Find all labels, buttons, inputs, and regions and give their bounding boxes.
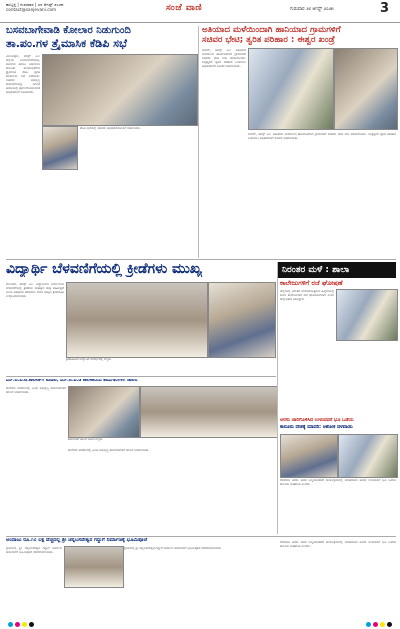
- column-divider: [198, 26, 199, 258]
- story7-headline: ಅಂದಾಜು ರೂ.೧೦ ಲಕ್ಷ ವೆಚ್ಚದಲ್ಲಿ ಶ್ರೀ ಚನ್ನಬಸವೇಶ್ವರ ಗದ್ದುಗೆ ನಿರ್ಮಾಣಕ್ಕೆ ಭೂಮಿಪೂಜೆ: [6, 538, 148, 543]
- story2-body-cont: ಬೀದರ್, ಆಗಸ್ಟ್ ೨೭: ಅತಿಯಾದ ಮಳೆಯಿಂದ ಹಾನಿಗೊಳಗಾದ ಗ್ರಾಮಗಳಿಗೆ ಸಚಿವರು ಭೇಟಿ ನೀಡಿ ಪರಿಶೀಲಿಸಿದರು. ಸಂತ್ರಸ್ತರಿಗೆ ತ್ವರಿತ ಪರಿಹಾರ ಒದಗಿಸಲು ಅಧಿಕಾರಿಗಳಿಗೆ ಸೂಚನೆ ನೀಡಲಾಯಿತು.: [248, 132, 396, 140]
- story1-photo: [42, 54, 198, 126]
- story5-photo-1: [68, 386, 140, 438]
- section-rule-3: [6, 536, 396, 537]
- story2-body: ಬೀದರ್, ಆಗಸ್ಟ್ ೨೭: ಅತಿಯಾದ ಮಳೆಯಿಂದ ಹಾನಿಗೊಳಗಾದ ಗ್ರಾಮಗಳಿಗೆ ಸಚಿವರು ಭೇಟಿ ನೀಡಿ ಪರಿಶೀಲಿಸಿದರು. ಸಂತ್ರಸ್ತರಿಗೆ ತ್ವರಿತ ಪರಿಹಾರ ಒದಗಿಸಲು ಅಧಿಕಾರಿಗಳಿಗೆ ಸೂಚನೆ ನೀಡಲಾಯಿತು.: [202, 48, 246, 68]
- header-date: ಗುರುವಾರ ೨೮ ಆಗಸ್ಟ್ ೨೦೨೫: [290, 7, 334, 12]
- magenta-dot-right: [373, 622, 378, 627]
- story5-body: ಕಾಲೇಜಿನ ಆವರಣದಲ್ಲಿ ವಿವಿಧ ಅಭಿವೃದ್ಧಿ ಕಾಮಗಾರಿಗಳಿಗೆ ಚಾಲನೆ ನೀಡಲಾಯಿತು.: [6, 386, 66, 394]
- yellow-dot: [22, 622, 27, 627]
- header-left-info: ಹುಬ್ಬಳ್ಳಿ | ಗುರುವಾರ | ೨೮ ಆಗಸ್ಟ್ ೨೦೨೫ contact@sanjevani.com: [6, 2, 64, 12]
- masthead-logo: ಸಂಜೆ ವಾಣಿ: [166, 3, 203, 13]
- story1-body: ವಿಜಯಪುರ, ಆಗಸ್ಟ್ ೨೭: ಜಿಲ್ಲೆಯ ಬಸವನಬಾಗೇವಾಡಿ, ಕೋಲಾರ ಹಾಗೂ ನಿಡುಗುಂದಿ ತಾಲೂಕು ಪಂಚಾಯತ್‌ಗಳ ತ್ರೈಮಾಸಿಕ ಕೆಡಿಪಿ ಪ್ರಗತಿ ಪರಿಶೀಲನಾ ಸಭೆ ನಡೆಯಿತು. ಸಚಿವರು ಅಭಿವೃದ್ಧಿ ಕಾಮಗಾರಿಗಳನ್ನು ನಿಗದಿತ ಅವಧಿಯಲ್ಲಿ ಪೂರ್ಣಗೊಳಿಸುವಂತೆ ಅಧಿಕಾರಿಗಳಿಗೆ ಸೂಚಿಸಿದರು.: [6, 54, 40, 94]
- story6-photo-1: [280, 434, 338, 478]
- story5-photo-2: [140, 386, 278, 438]
- story4-banner: ನಿರಂತರ ಮಳೆ : ಶಾಲಾ: [278, 262, 396, 278]
- story1-body-cont: ಕೆಡಿಪಿ ಸಭೆಯಲ್ಲಿ ಸಚಿವರು ಅಧಿಕಾರಿಗಳೊಂದಿಗೆ ಚರ್ಚಿಸಿದರು.: [80, 126, 141, 130]
- story7-body: ಗ್ರಾಮದಲ್ಲಿ ಶ್ರೀ ಚನ್ನಬಸವೇಶ್ವರ ಗದ್ದುಗೆ ನಿರ್ಮಾಣ ಕಾಮಗಾರಿಗೆ ಭೂಮಿಪೂಜೆ ನೆರವೇರಿಸಲಾಯಿತು.: [6, 546, 62, 554]
- page-number: 3: [380, 1, 390, 16]
- column-divider-2: [277, 262, 278, 534]
- story7-body-cont: ಗ್ರಾಮದಲ್ಲಿ ಶ್ರೀ ಚನ್ನಬಸವೇಶ್ವರ ಗದ್ದುಗೆ ನಿರ್ಮಾಣ ಕಾಮಗಾರಿಗೆ ಭೂಮಿಪೂಜೆ ನೆರವೇರಿಸಲಾಯಿತು.: [124, 546, 222, 550]
- story3-caption: ಕ್ರೀಡಾಕೂಟದ ಉದ್ಘಾಟನೆ ಸಂದರ್ಭದಲ್ಲಿ ಗಣ್ಯರು.: [66, 358, 112, 361]
- story3-photo-1: [66, 282, 208, 358]
- story1-photo-small: [42, 126, 78, 170]
- black-dot-right: [387, 622, 392, 627]
- yellow-dot-right: [380, 622, 385, 627]
- story4-portrait: [336, 289, 398, 341]
- print-registration-bar: [0, 620, 400, 629]
- story2-photo-1: [248, 48, 334, 130]
- story1-headline-line1: ಬಸವಬಾಗೇವಾಡಿ ಕೋಲಾರ ನಿಡುಗುಂದಿ: [6, 26, 131, 36]
- cyan-dot: [8, 622, 13, 627]
- black-dot: [29, 622, 34, 627]
- magenta-dot: [15, 622, 20, 627]
- story7-photo: [64, 546, 124, 588]
- section-rule: [6, 259, 396, 260]
- story6-body: ದೇವರಾಜ ಅರಸು ಅವರ ಜನ್ಮದಿನಾಚರಣೆ ಕಾರ್ಯಕ್ರಮದಲ್ಲಿ ಮಾತನಾಡಿದ ಅವರು ಉಳುವವನೆ ಭೂ ಒಡೆಯ ಕಾನೂನು ಐತಿಹಾಸಿಕ ಎಂದರು.: [280, 478, 396, 486]
- story2-headline-line1: ಅತಿಯಾದ ಮಳೆಯಿಂದಾಗಿ ಹಾನಿಯಾದ ಗ್ರಾಮಗಳಿಗೆ: [202, 26, 341, 35]
- cyan-dot-right: [366, 622, 371, 627]
- story2-photo-2: [334, 48, 398, 130]
- story1-headline-line2: ತಾ.ಪಂ.ಗಳ ತ್ರೈಮಾಸಿಕ ಕೆಡಿಪಿ ಸಭೆ: [6, 38, 127, 50]
- story3-headline: ವಿದ್ಯಾರ್ಥಿ ಬೆಳವಣಿಗೆಯಲ್ಲಿ ಕ್ರೀಡೆಗಳು ಮುಖ್ಯ: [6, 262, 202, 277]
- story6-headline-line1: ಅರಸು ಜಾರಿಗೊಳಿಸಿದ ಉಳುವವನೆ ಭೂ ಒಡೆಯ: [280, 418, 354, 423]
- story5-headline: ಎಸ್.ಬಿ.ಐ.ಟಿ.ಕಾಲೇಜ್‌ಗೆ ಕೂಡಲ, ಎಸ್.ಬಿ.ಐ.ಡಿ ಕಾಲೇಜಿನಿಂದ ಕಾಮಗಾರಿಗಳಿಗೆ ಚಾಲನೆ: [6, 379, 138, 383]
- section-rule-2: [6, 376, 276, 377]
- story6-headline-line2: ಕಾನೂನು ದೇಶಕ್ಕೆ ಮಾದರಿ: ಅಶೋಕ ದಳವಾಯಿ: [280, 425, 353, 430]
- story3-body: ಕಲಬುರಗಿ, ಆಗಸ್ಟ್ ೨೭: ವಿದ್ಯಾರ್ಥಿಗಳ ಸರ್ವಾಂಗೀಣ ಬೆಳವಣಿಗೆಯಲ್ಲಿ ಕ್ರೀಡೆಗಳು ಮಹತ್ವದ ಪಾತ್ರ ವಹಿಸುತ್ತವೆ ಎಂದು ಅತಿಥಿಗಳು ಹೇಳಿದರು. ಶಾಲಾ ಮಟ್ಟದ ಕ್ರೀಡಾಕೂಟ ಉದ್ಘಾಟಿಸಲಾಯಿತು.: [6, 282, 64, 298]
- story5-caption: ಕಾಮಗಾರಿಗೆ ಚಾಲನೆ ನೀಡಿದ ಗಣ್ಯರು.: [68, 438, 103, 441]
- story2-headline-line2: ಸಚಿವರ ಭೇಟಿ; ತ್ವರಿತ ಪರಿಹಾರ : ಈಶ್ವರ ಖಂಡ್ರೆ: [202, 36, 335, 45]
- right-column-body: ದೇವರಾಜ ಅರಸು ಅವರ ಜನ್ಮದಿನಾಚರಣೆ ಕಾರ್ಯಕ್ರಮದಲ್ಲಿ ಮಾತನಾಡಿದ ಅವರು ಉಳುವವನೆ ಭೂ ಒಡೆಯ ಕಾನೂನು ಐತಿಹಾಸಿಕ ಎಂದರು.: [280, 540, 396, 548]
- page-header: [0, 0, 400, 23]
- story5-body-cont: ಕಾಲೇಜಿನ ಆವರಣದಲ್ಲಿ ವಿವಿಧ ಅಭಿವೃದ್ಧಿ ಕಾಮಗಾರಿಗಳಿಗೆ ಚಾಲನೆ ನೀಡಲಾಯಿತು.: [68, 448, 150, 452]
- story6-photo-2: [338, 434, 398, 478]
- story4-body: ಜಿಲ್ಲೆಯಲ್ಲಿ ನಿರಂತರ ಮಳೆಯಾಗುತ್ತಿರುವ ಹಿನ್ನೆಲೆಯಲ್ಲಿ ಶಾಲಾ ಕಾಲೇಜುಗಳಿಗೆ ರಜೆ ಘೋಷಿಸಲಾಗಿದೆ ಎಂದು ಜಿಲ್ಲಾಧಿಕಾರಿ ತಿಳಿಸಿದ್ದಾರೆ.: [280, 289, 334, 301]
- story4-subheadline: ಕಾಲೇಜುಗಳಿಗೆ ರಜೆ ಘೋಷಣೆ: [280, 280, 343, 287]
- story3-photo-2: [208, 282, 276, 358]
